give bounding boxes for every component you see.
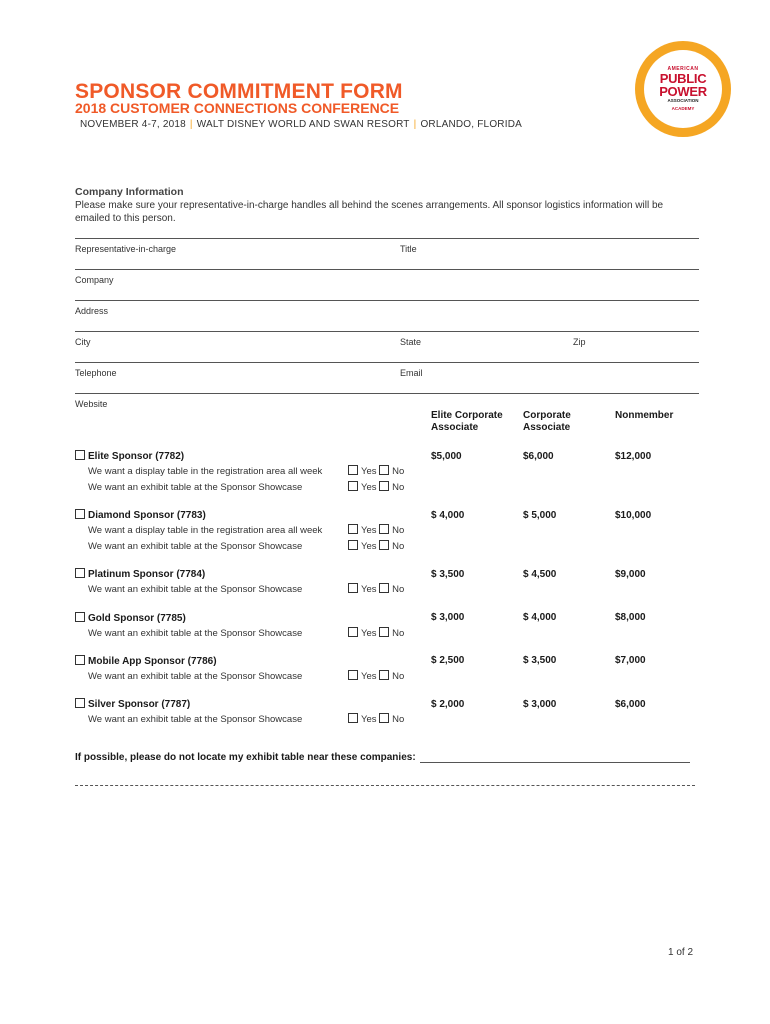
divider bbox=[75, 331, 699, 332]
checkbox[interactable] bbox=[75, 450, 85, 460]
company-info-description: Please make sure your representative-in-charge handles all behind the scenes arrangements. All sponsor logistics information will be emailed to this person. bbox=[75, 200, 664, 224]
yes-checkbox[interactable] bbox=[348, 713, 358, 723]
price-corporate-associate: $ 3,500 bbox=[523, 655, 557, 666]
no-checkbox[interactable] bbox=[379, 540, 389, 550]
no-checkbox[interactable] bbox=[379, 670, 389, 680]
yes-checkbox[interactable] bbox=[348, 540, 358, 550]
yes-no-choice[interactable]: Yes No bbox=[348, 627, 404, 639]
address-field-label: Address bbox=[75, 306, 109, 316]
option-exhibit-table: We want an exhibit table at the Sponsor Showcase bbox=[88, 584, 303, 595]
checkbox[interactable] bbox=[75, 655, 85, 665]
option-exhibit-table: We want an exhibit table at the Sponsor Showcase bbox=[88, 671, 303, 682]
exclusion-companies-field-continued[interactable] bbox=[75, 784, 695, 786]
yes-no-choice[interactable]: Yes No bbox=[348, 670, 404, 682]
event-details bbox=[80, 119, 522, 130]
checkbox[interactable] bbox=[75, 612, 85, 622]
conference-subtitle: 2018 CUSTOMER CONNECTIONS CONFERENCE bbox=[75, 100, 400, 116]
yes-no-choice[interactable]: Yes No bbox=[348, 524, 404, 536]
yes-no-choice[interactable]: Yes No bbox=[348, 481, 404, 493]
price-corporate-associate: $ 4,500 bbox=[523, 569, 557, 580]
company-info-heading: Company Information bbox=[75, 186, 184, 198]
column-header-elite: Elite Corporate Associate bbox=[431, 410, 503, 433]
website-field-label: Website bbox=[75, 399, 108, 409]
price-elite-associate: $ 2,500 bbox=[431, 655, 465, 666]
telephone-field-label: Telephone bbox=[75, 368, 117, 378]
yes-checkbox[interactable] bbox=[348, 465, 358, 475]
exhibit-location-note: If possible, please do not locate my exhibit table near these companies: bbox=[75, 752, 690, 763]
separator: | bbox=[413, 119, 417, 130]
price-elite-associate: $ 3,000 bbox=[431, 612, 465, 623]
sponsor-level-gold[interactable]: Gold Sponsor (7785) bbox=[75, 612, 186, 624]
yes-checkbox[interactable] bbox=[348, 670, 358, 680]
company-field-label: Company bbox=[75, 275, 114, 285]
no-checkbox[interactable] bbox=[379, 627, 389, 637]
option-exhibit-table: We want an exhibit table at the Sponsor Showcase bbox=[88, 628, 303, 639]
option-exhibit-table: We want an exhibit table at the Sponsor Showcase bbox=[88, 541, 303, 552]
yes-no-choice[interactable]: Yes No bbox=[348, 583, 404, 595]
column-header-corporate: Corporate Associate bbox=[523, 410, 571, 433]
yes-no-choice[interactable]: Yes No bbox=[348, 540, 404, 552]
logo-text-power: POWER bbox=[659, 83, 707, 99]
sponsor-level-silver[interactable]: Silver Sponsor (7787) bbox=[75, 698, 190, 710]
appa-academy-logo bbox=[635, 41, 731, 137]
divider bbox=[75, 269, 699, 270]
price-elite-associate: $5,000 bbox=[431, 451, 462, 462]
logo-inner bbox=[644, 50, 722, 128]
title-field-label: Title bbox=[400, 244, 417, 254]
yes-no-choice[interactable]: Yes No bbox=[348, 465, 404, 477]
price-corporate-associate: $6,000 bbox=[523, 451, 554, 462]
event-location: ORLANDO, FLORIDA bbox=[420, 119, 522, 130]
state-field-label: State bbox=[400, 337, 422, 347]
event-date: NOVEMBER 4-7, 2018 bbox=[80, 119, 186, 130]
logo-text-public: PUBLIC bbox=[659, 70, 707, 86]
price-elite-associate: $ 3,500 bbox=[431, 569, 465, 580]
yes-no-choice[interactable]: Yes No bbox=[348, 713, 404, 725]
no-checkbox[interactable] bbox=[379, 481, 389, 491]
email-field-label: Email bbox=[400, 368, 423, 378]
option-display-table: We want a display table in the registration area all week bbox=[88, 525, 323, 536]
price-nonmember: $7,000 bbox=[615, 655, 646, 666]
column-header-nonmember: Nonmember bbox=[615, 410, 674, 421]
logo-text-american: AMERICAN bbox=[667, 65, 699, 72]
yes-checkbox[interactable] bbox=[348, 481, 358, 491]
sponsor-level-mobile-app[interactable]: Mobile App Sponsor (7786) bbox=[75, 655, 217, 667]
checkbox[interactable] bbox=[75, 509, 85, 519]
rep-field-label: Representative-in-charge bbox=[75, 244, 177, 254]
price-nonmember: $6,000 bbox=[615, 699, 646, 710]
separator: | bbox=[189, 119, 193, 130]
checkbox[interactable] bbox=[75, 698, 85, 708]
price-nonmember: $9,000 bbox=[615, 569, 646, 580]
divider bbox=[75, 238, 699, 239]
city-field-label: City bbox=[75, 337, 91, 347]
no-checkbox[interactable] bbox=[379, 524, 389, 534]
page-number: 1 of 2 bbox=[668, 947, 694, 958]
price-elite-associate: $ 2,000 bbox=[431, 699, 465, 710]
form-title: SPONSOR COMMITMENT FORM bbox=[75, 80, 403, 103]
option-exhibit-table: We want an exhibit table at the Sponsor Showcase bbox=[88, 714, 303, 725]
no-checkbox[interactable] bbox=[379, 713, 389, 723]
sponsor-level-elite[interactable]: Elite Sponsor (7782) bbox=[75, 450, 184, 462]
price-nonmember: $10,000 bbox=[615, 510, 652, 521]
option-display-table: We want a display table in the registration area all week bbox=[88, 466, 323, 477]
no-checkbox[interactable] bbox=[379, 583, 389, 593]
logo-text-academy: ACADEMY bbox=[671, 106, 695, 111]
option-exhibit-table: We want an exhibit table at the Sponsor Showcase bbox=[88, 482, 303, 493]
yes-checkbox[interactable] bbox=[348, 583, 358, 593]
price-nonmember: $8,000 bbox=[615, 612, 646, 623]
event-venue: WALT DISNEY WORLD AND SWAN RESORT bbox=[196, 119, 410, 130]
price-corporate-associate: $ 4,000 bbox=[523, 612, 557, 623]
no-checkbox[interactable] bbox=[379, 465, 389, 475]
divider bbox=[75, 393, 699, 394]
divider bbox=[75, 300, 699, 301]
price-corporate-associate: $ 5,000 bbox=[523, 510, 557, 521]
exclusion-companies-field[interactable] bbox=[420, 752, 690, 763]
sponsor-level-diamond[interactable]: Diamond Sponsor (7783) bbox=[75, 509, 206, 521]
sponsor-level-platinum[interactable]: Platinum Sponsor (7784) bbox=[75, 568, 205, 580]
yes-checkbox[interactable] bbox=[348, 627, 358, 637]
zip-field-label: Zip bbox=[573, 337, 586, 347]
price-nonmember: $12,000 bbox=[615, 451, 652, 462]
divider bbox=[75, 362, 699, 363]
yes-checkbox[interactable] bbox=[348, 524, 358, 534]
checkbox[interactable] bbox=[75, 568, 85, 578]
price-corporate-associate: $ 3,000 bbox=[523, 699, 557, 710]
price-elite-associate: $ 4,000 bbox=[431, 510, 465, 521]
logo-text-association: ASSOCIATION bbox=[667, 97, 699, 103]
